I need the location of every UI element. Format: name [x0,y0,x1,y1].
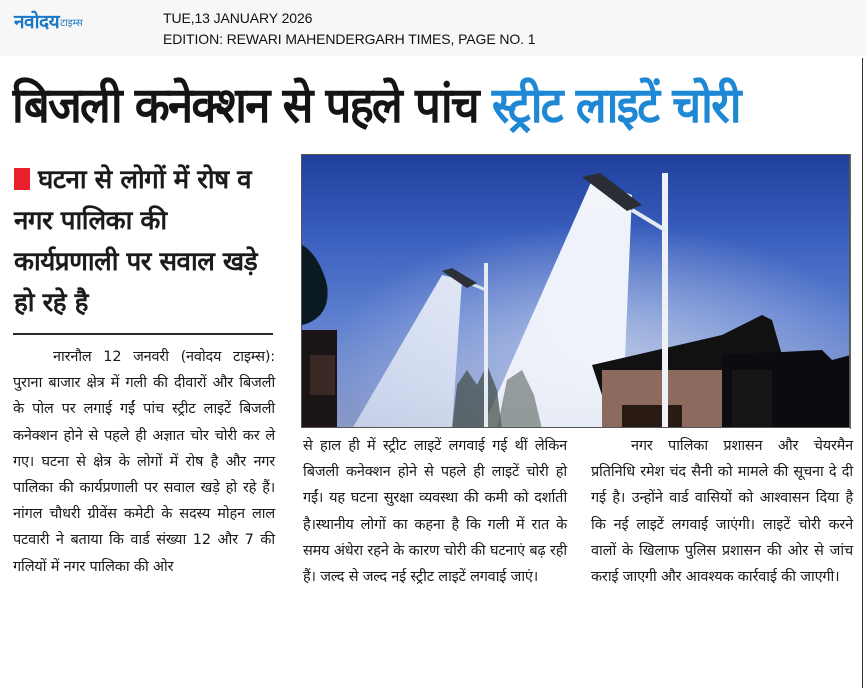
logo-main-text: नवोदय [14,11,60,33]
article-column-left-text: नारनौल 12 जनवरी (नवोदय टाइम्स): पुराना बाजार क्षेत्र में गली की दीवारों और बिजली के पोल पर लगाई गईं पांच स्ट्रीट लाइटें बिजली कनेक्शन होने से पहले ही अज्ञात चोर चोरी कर ले गए। घटना से क्षेत्र के लोगों में रोष है और नगर पालिका की कार्यप्रणाली पर सवाल खड़े हो रहे हैं। नांगल चौधरी ग्रीवेंस कमेटी के सदस्य मोहन लाल पटवारी ने बताया कि वार्ड संख्या 12 और 7 की गलियों में नगर पालिका की ओर [13,349,275,575]
edition-line: EDITION: REWARI MAHENDERGARH TIMES, PAGE NO. 1 [163,31,536,47]
newspaper-logo [14,10,83,32]
street-light-photo-icon [302,155,850,428]
page-border-right [862,58,863,688]
edition-info [163,8,535,50]
headline-blue-part: स्ट्रीट लाइटें चोरी [491,77,740,134]
headline [12,66,795,146]
article-column-middle-text: से हाल ही में स्ट्रीट लाइटें लगवाई गई थीं लेकिन बिजली कनेक्शन होने से पहले ही लाइटें चोरी हो गईं। यह घटना सुरक्षा व्यवस्था की कमी को दर्शाती है।स्थानीय लोगों का कहना है कि गली में रात के समय अंधेरा रहने के कारण चोरी की घटनाएं बढ़ रही हैं। जल्द से जल्द नई स्ट्रीट लाइटें लगवाई जाएं। [303,438,567,586]
date-line: TUE,13 JANUARY 2026 [163,10,313,26]
street-light-photo [301,154,850,428]
logo-sub-text: टाइम्स [60,18,83,29]
subheadline [14,160,276,324]
subheadline-divider [13,333,273,335]
photo-border [850,154,851,429]
article-column-left [13,344,275,580]
article-column-middle [303,433,567,590]
headline-black-part: बिजली कनेक्शन से पहले पांच [12,77,492,134]
article-column-right-text: नगर पालिका प्रशासन और चेयरमैन प्रतिनिधि रमेश चंद सैनी को मामले की सूचना दे दी गई है। उन्होंने वार्ड वासियों को आश्वासन दिया है कि नई लाइटें लगवाई जाएंगी। लाइटें चोरी करने वालों के खिलाफ पुलिस प्रशासन की ओर से जांच कराई जाएगी और आवश्यक कार्रवाई की जाएगी। [591,438,853,586]
article-column-right [591,433,853,590]
masthead [0,0,866,56]
red-square-bullet-icon [14,168,30,190]
subheadline-text: घटना से लोगों में रोष व नगर पालिका की कार्यप्रणाली पर सवाल खड़े हो रहे है [14,165,258,318]
